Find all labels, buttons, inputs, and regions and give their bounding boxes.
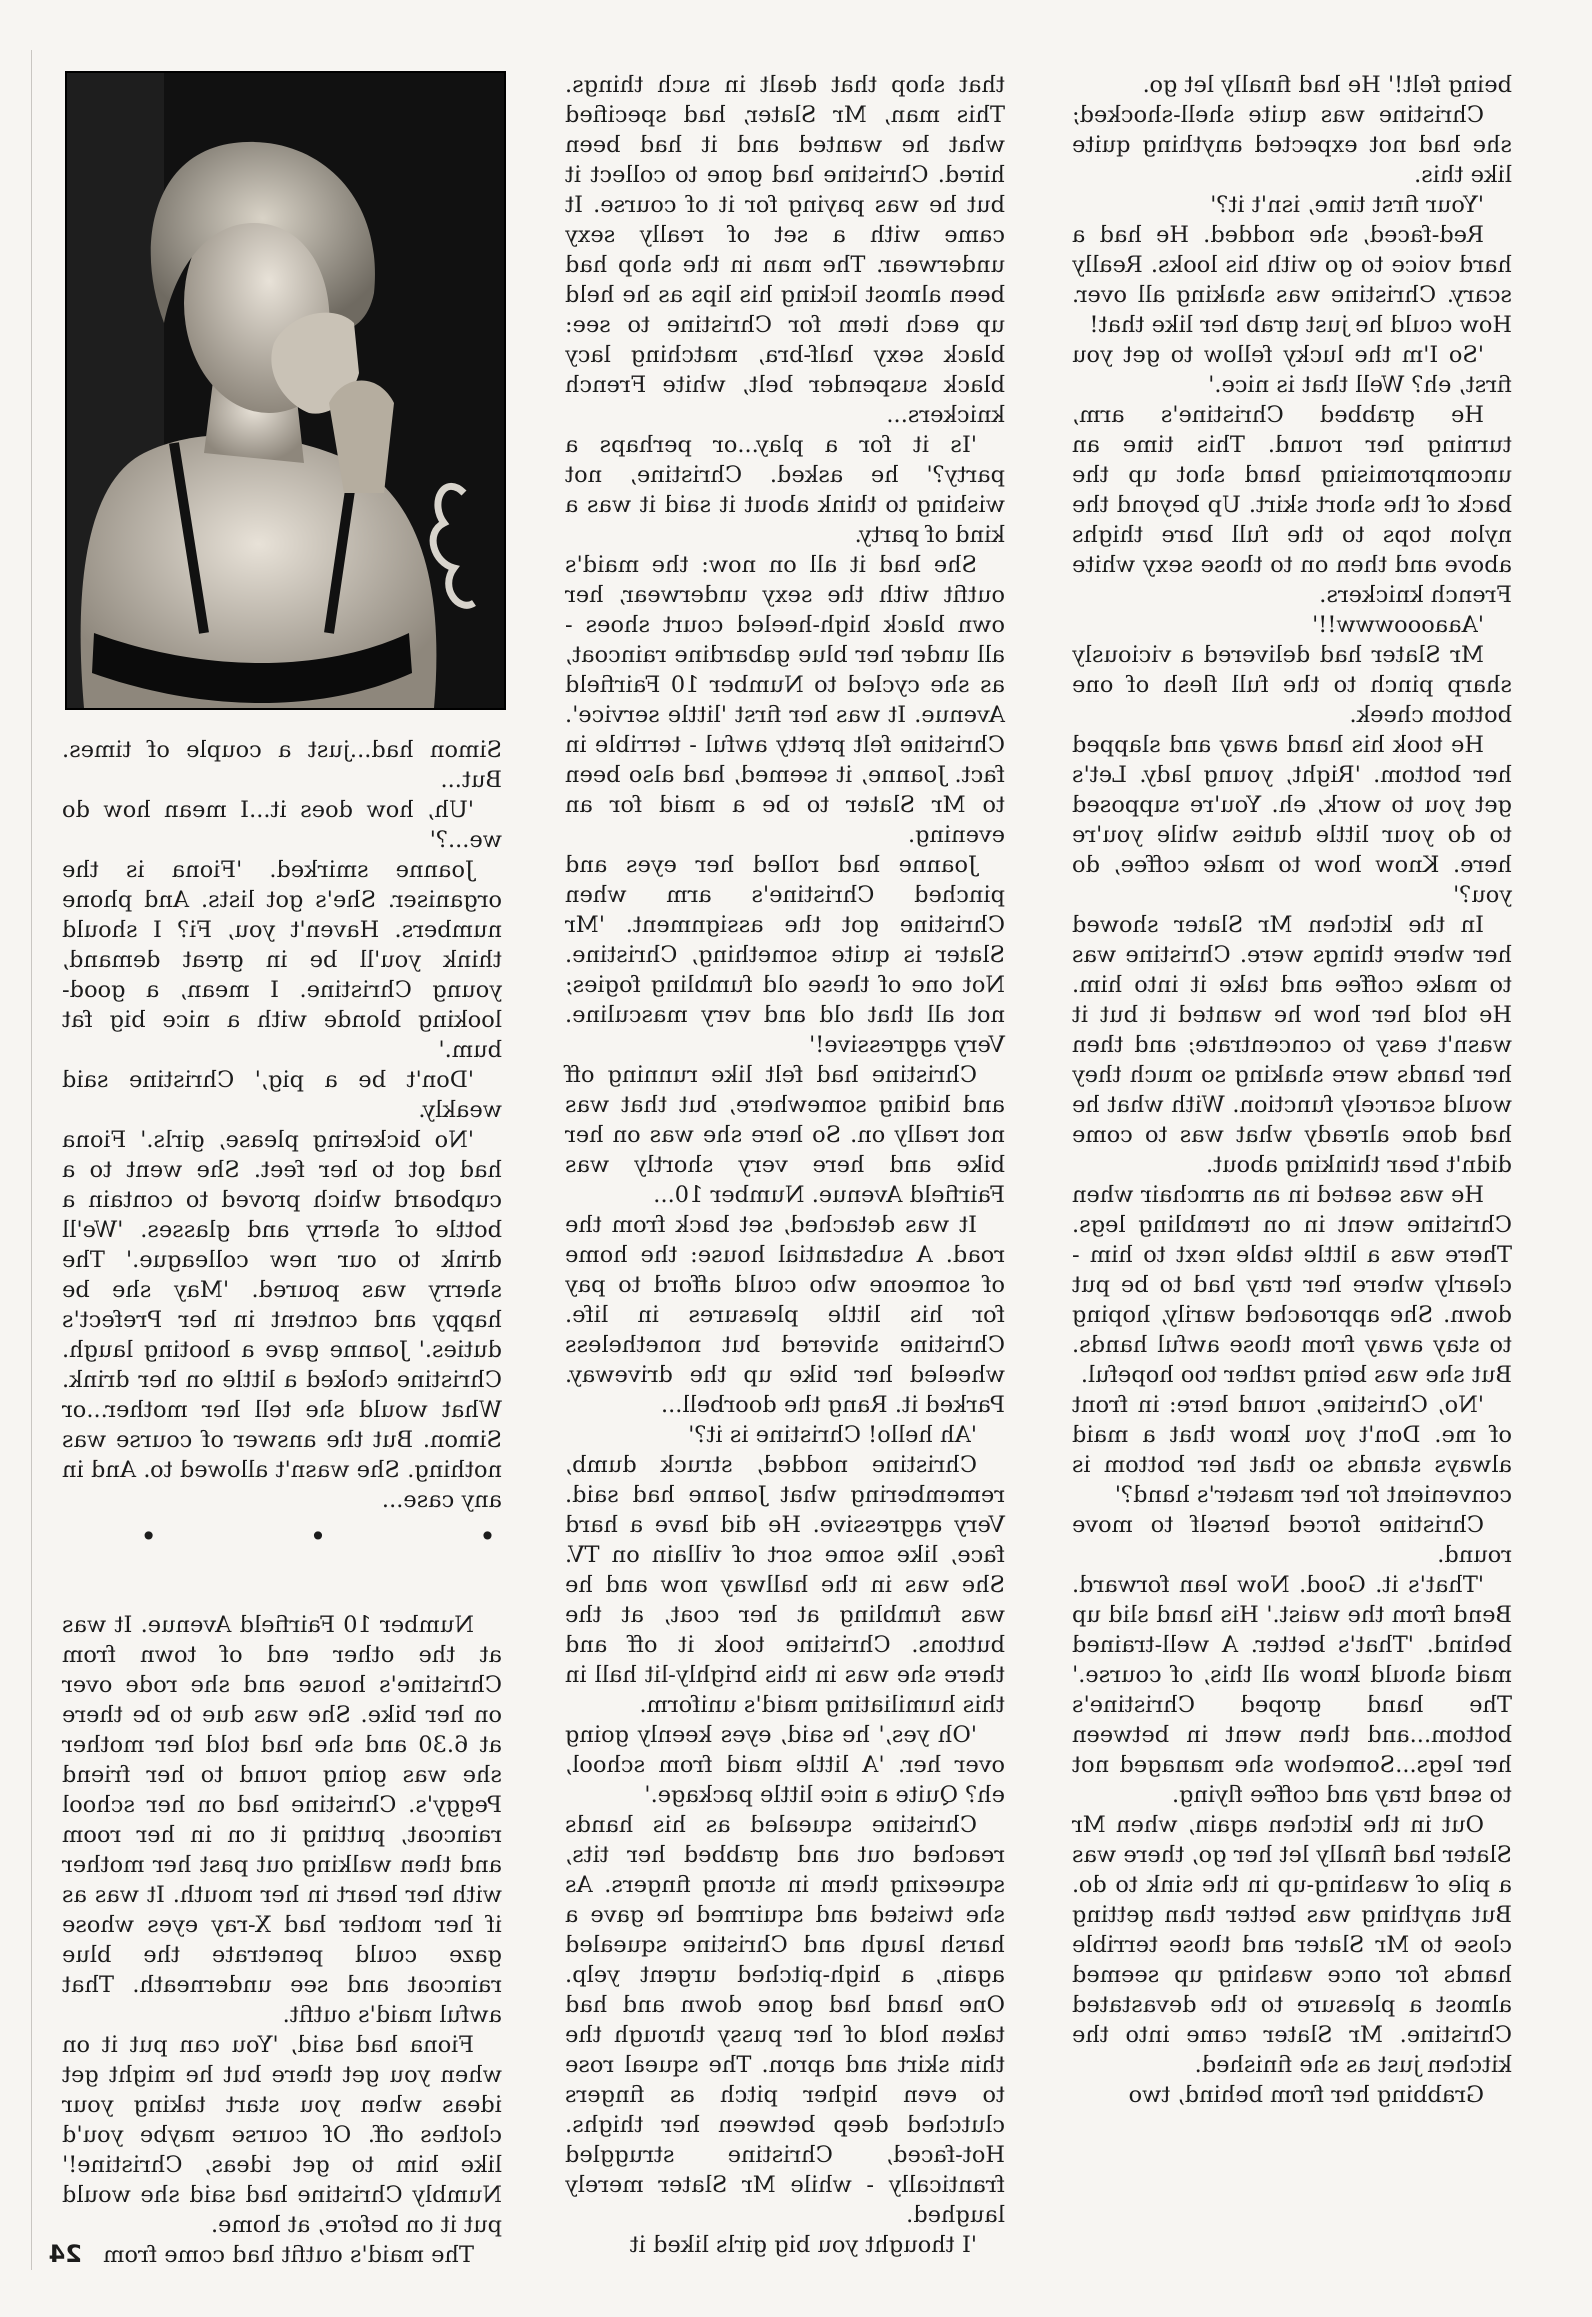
paragraph: 'No, Christine, round here: in front of me. Don't you know that a maid always stands so that her bottom is convenient for her master's hand?' [1072,1392,1512,1508]
paragraph: Grabbing her from behind, two [1128,2082,1484,2108]
paragraph: that shop that dealt in such things. This man, Mr Slater, had specified what he wanted and it had been hired. Christine had gone to collect it but he was paying for it of course. It came with a set of really sexy underwear. The man in the shop had been almost licking his lips as he held up each item for Christine to see: black sexy half-bra, matching lacy black suspender belt, white French knickers... [565,72,1005,428]
paragraph: 'Don't be a pig,' Christine said weakly. [62,1067,502,1123]
paragraph: Christine had felt like running off and hiding somewhere, but that was not really on. So here she was on her bike and here very shortly was Fairfield Avenue. Number 10... [565,1062,1005,1208]
paragraph: 'Aaaooowww!!' [1312,612,1484,638]
paragraph: 'Is it for a play...or perhaps a party?' he asked. Christine, not wishing to think about it said it was a kind of party. [565,432,1005,548]
paragraph: Joanne had rolled her eyes and pinched Christine's arm when Christine got the assignment. 'Mr Slater is quite something, Christine. Not one of these old fumbling fogies; not all that old and very masculine. Very aggressive!' [565,852,1005,1058]
paragraph: Fiona had said, 'You can put it on when you get there but he might get ideas when you start taking your clothes off. Of course maybe you'd like him to get ideas, Christine!' Numbly Christine had said she would put it on before, at home. [62,2032,502,2238]
paragraph: Out in the kitchen again, when Mr Slater had finally let her go, there was a pile of washing-up in the sink to do. But anything was better than getting close to Mr Slater and those terrible hands for once washing up seemed almost a pleasure to the devastated Christine. Mr Slater came into the kitchen just as she finished. [1072,1812,1512,2078]
section-break: • • • [68,1520,496,1553]
paragraph: Christine was quite shell-shocked; she had not expected anything quite like this. [1072,102,1512,188]
paragraph: He was seated in an armchair when Christine went in on trembling legs. There was a little table next to him - clearly where her tray had to be put down. She approached warily, hoping to stay away from those awful hands. But she was being rather too hopeful. [1072,1182,1512,1388]
paragraph: Mr Slater had delivered a viciously sharp pinch to the full flesh of one bottom cheek. [1072,642,1512,728]
paragraph: Joanne smirked. 'Fiona is the organiser. She's got lists. And phone numbers. Haven't you, Fi? I should think you'll be in great demand, young Christine. I mean, a good-looking blonde with a nice big fat bum.' [62,857,502,1063]
paragraph: He grabbed Christine's arm, turning her round. This time an uncompromising hand shot up the back of the short skirt. Up beyond the nylon tops to the full bare thighs above and then on to those sexy white French knickers. [1072,402,1512,608]
paragraph: The maid's outfit had come from [103,2242,474,2268]
paragraph: being felt!' He had finally let go. [1142,72,1512,98]
paragraph: 'Uh, how does it...I mean how do we...?' [62,797,502,853]
text-column-3 [1072,70,1512,2300]
paragraph: He took his hand away and slapped her bottom. 'Right, young lady. Let's get you to work, eh. You're supposed to do your little duties while you're here. Know how to make coffee, do you?' [1072,732,1512,908]
paragraph: 'Your first time, isn't it?' [1210,192,1484,218]
paragraph: Christine nodded, struck dumb, remembering what Joanne had said. Very aggressive. He did have a hard face, like some sort of villain on TV. She was in the hallway now and he was fumbling at her coat, at the buttons. Christine took it off and there she was in this brighly-lit hall in this humiliating maid's uniform. [565,1452,1005,1718]
paragraph: 'Oh yes,' he said, eyes keenly going over her. 'A little maid from school, eh? Quite a nice little package.' [565,1722,1005,1808]
paragraph: 'No bickering please, girls.' Fiona had got to her feet. She went to a cupboard which proved to contain a bottle of sherry and glasses. 'We'll drink to our new colleague.' The sherry was poured. 'May she be happy and content in her Prefect's duties.' Joanne gave a hooting laugh. Christine choked a little on her drink. What would she tell her mother...or Simon. But the answer of course was nothing. She wasn't allowed to. And in any case... [62,1127,502,1513]
paragraph: Red-faced, she nodded. He had a hard voice to go with his looks. Really scary. Christine was shaking all over. How could he just grab her like that! [1072,222,1512,338]
paragraph: Simon had...just a couple of times. But... [62,737,502,793]
page-number: 24 [48,2240,82,2268]
paragraph: In the kitchen Mr Slater showed her where things were. Christine was to make coffee and take it into him. He told her how he wanted it but it wasn't easy to concentrate; and then her hands were shaking so much they would scarcely function. With what he had done already what was to come didn't bear thinking about. [1072,912,1512,1178]
paragraph: 'So I'm the lucky fellow to get you first, eh? Well that is nice.' [1072,342,1512,398]
page-edge [31,50,32,2270]
text-column-2 [565,70,1005,2300]
photo-image [67,73,504,708]
paragraph: Number 10 Fairfield Avenue. It was at the other end of town from Christine's house and she rode over on her bike. She was due to be there at 6.30 and she had told her mother she was going round to her friend Peggy's. Christine had on her school raincoat, putting it on in her room and then walking out past her mother with her heart in her mouth. It was as if her mother had X-ray eyes whose gaze could penetrate the blue raincoat and see underneath. That awful maid's outfit. [62,1612,502,2028]
photo [65,71,506,710]
paragraph: 'That's it. Good. Now lean forward. Bend from the waist.' His hand slid up behind. 'That's better. A well-trained maid should know all this, of course.' The hand groped Christine's bottom...and then went in between her legs...Somehow she managed not to send tray and coffee flying. [1072,1572,1512,1808]
paragraph: 'I thought you big girls liked it [629,2232,977,2258]
paragraph: Christine forced herself to move round. [1072,1512,1512,1568]
paragraph: It was detached, set back from the road. A substantial house: the home of someone who could afford to pay for his little pleasures in life. Christine shivered but nonetheless wheeled her bike up the driveway. Parked it. Rang the doorbell... [565,1212,1005,1418]
paragraph: Christine squealed as his hands reached out and grabbed her tits, squeezing them in strong fingers. As she twisted and squirmed he gave a harsh laugh and Christine squealed again, a high-pitched urgent yelp. One hand had gone down and had taken hold of her pussy through the thin skirt and apron. The squeal rose to even higher pitch as fingers clutched deep between her thighs. Hot-faced, Christine struggled frantically - while Mr Slater merely laughed. [565,1812,1005,2228]
paragraph: She had it all on now: the maid's outfit with the sexy underwear, her own black high-heeled court shoes - all under her blue gabardine raincoat, as she cycled to Number 10 Fairfield Avenue. It was her first 'little service'. Christine felt pretty awful - terrible in fact. Joanne, it seemed, had also been to Mr Slater to be a maid for an evening. [565,552,1005,848]
paragraph: 'Ah hello! Christine is it?' [688,1422,977,1448]
